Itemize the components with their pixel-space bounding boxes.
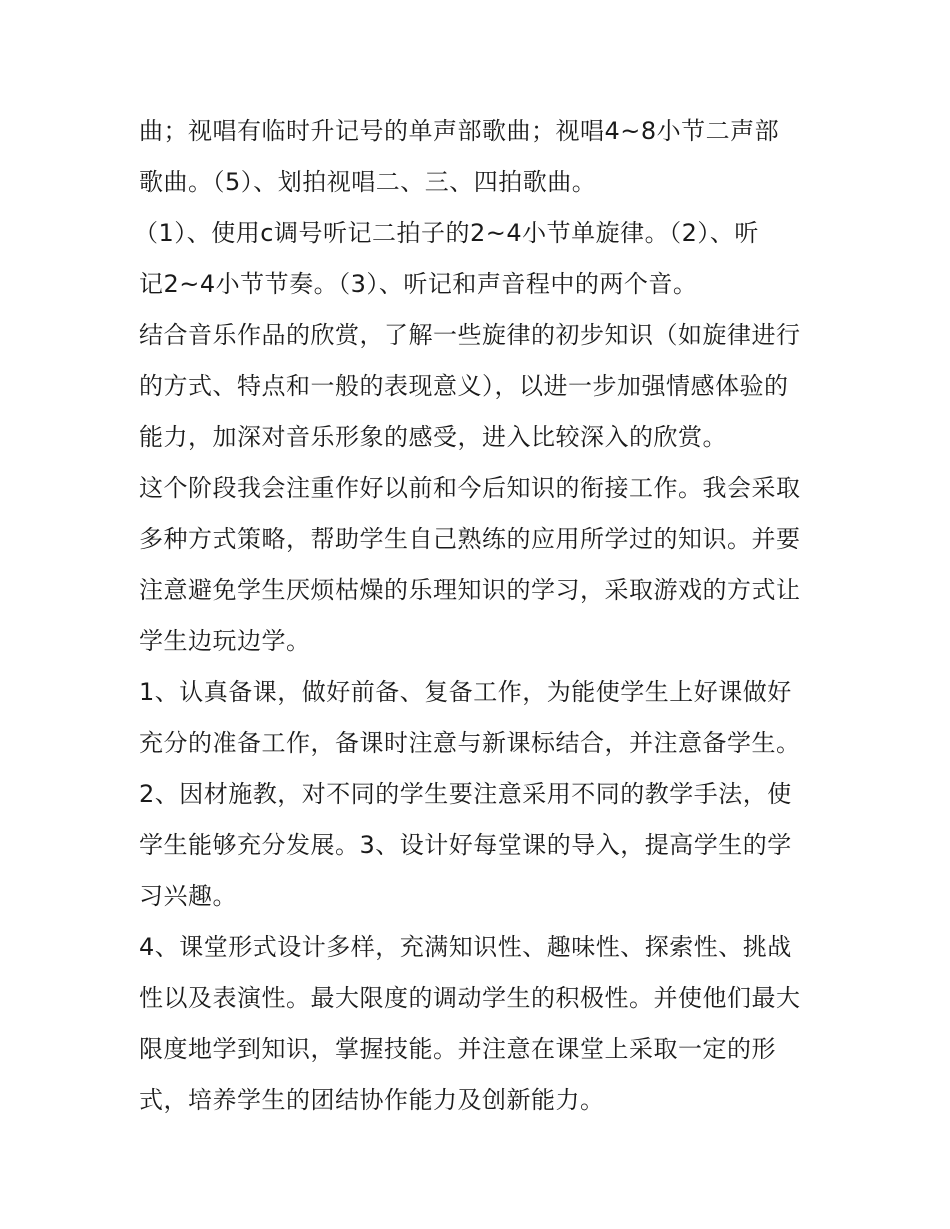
text-line: 多种方式策略，帮助学生自己熟练的应用所学过的知识。并要 xyxy=(139,525,801,553)
text-line: 曲；视唱有临时升记号的单声部歌曲；视唱4~8小节二声部 xyxy=(139,117,780,145)
text-line: 2、因材施教，对不同的学生要注意采用不同的教学手法，使 xyxy=(139,780,792,808)
text-line: 注意避免学生厌烦枯燥的乐理知识的学习，采取游戏的方式让 xyxy=(139,576,801,604)
text-line: 这个阶段我会注重作好以前和今后知识的衔接工作。我会采取 xyxy=(139,474,801,502)
text-line: 记2~4小节节奏。（3）、听记和声音程中的两个音。 xyxy=(139,270,698,298)
text-line: 充分的准备工作，备课时注意与新课标结合，并注意备学生。 xyxy=(139,729,801,757)
text-line: 4、课堂形式设计多样，充满知识性、趣味性、探索性、挑战 xyxy=(139,933,792,961)
text-line: （1）、使用c调号听记二拍子的2~4小节单旋律。（2）、听 xyxy=(134,219,759,247)
document-body xyxy=(134,106,829,1126)
text-line: 式，培养学生的团结协作能力及创新能力。 xyxy=(139,1086,605,1114)
text-line: 限度地学到知识，掌握技能。并注意在课堂上采取一定的形 xyxy=(139,1035,776,1063)
text-line: 1、认真备课，做好前备、复备工作，为能使学生上好课做好 xyxy=(139,678,792,706)
text-line: 能力，加深对音乐形象的感受，进入比较深入的欣赏。 xyxy=(139,423,727,451)
text-line: 的方式、特点和一般的表现意义），以进一步加强情感体验的 xyxy=(139,372,789,400)
text-line: 结合音乐作品的欣赏，了解一些旋律的初步知识（如旋律进行 xyxy=(139,321,801,349)
text-line: 习兴趣。 xyxy=(139,882,237,910)
text-line: 性以及表演性。最大限度的调动学生的积极性。并使他们最大 xyxy=(139,984,801,1012)
text-line: 歌曲。（5）、划拍视唱二、三、四拍歌曲。 xyxy=(139,168,597,196)
text-line: 学生能够充分发展。3、设计好每堂课的导入，提高学生的学 xyxy=(139,831,792,859)
text-line: 学生边玩边学。 xyxy=(139,627,311,655)
